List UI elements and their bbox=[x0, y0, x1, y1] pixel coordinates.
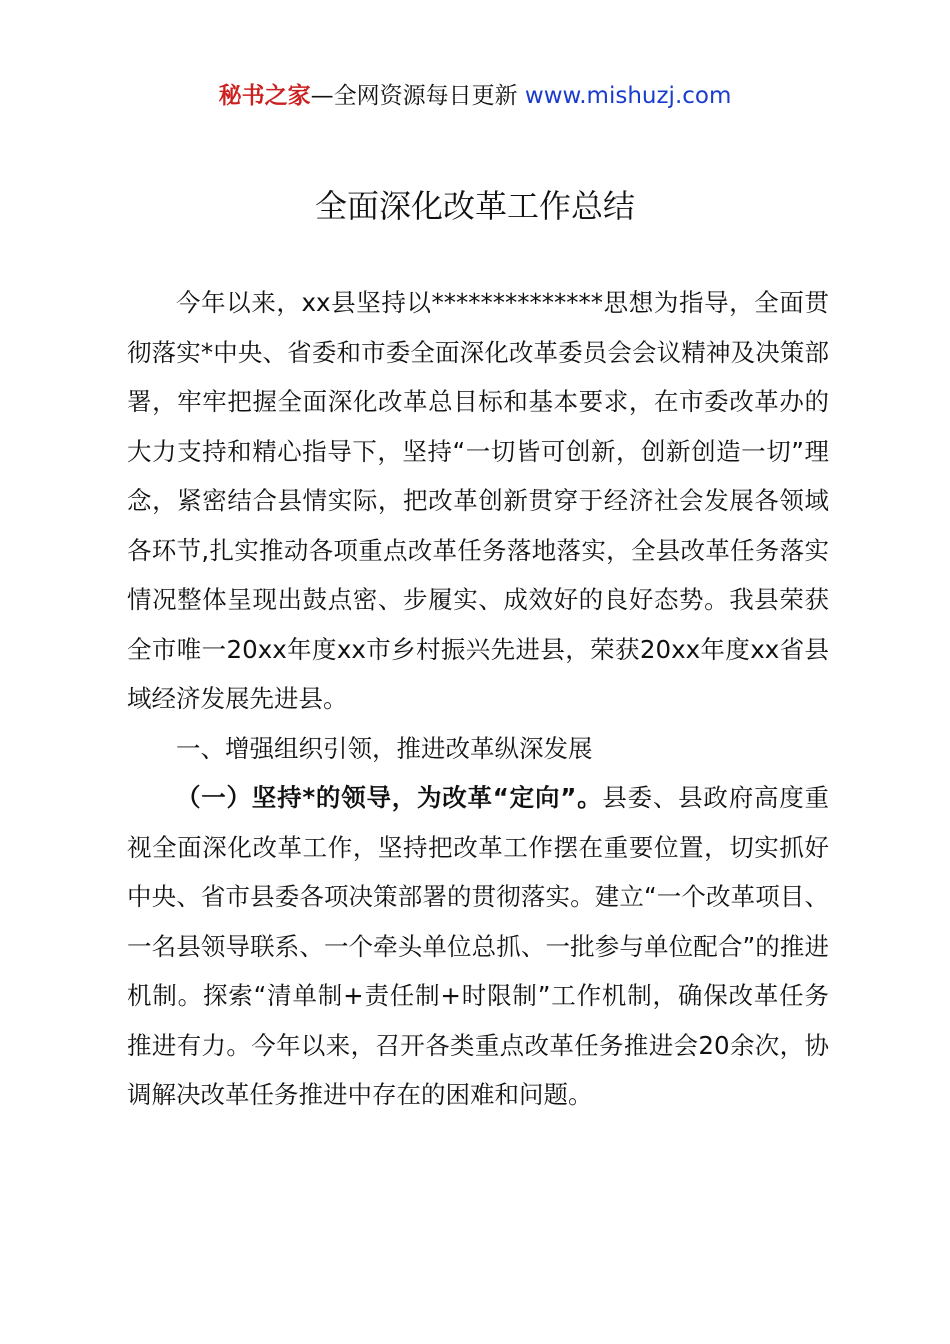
subsection-paragraph bbox=[127, 773, 829, 1120]
brand-name: 秘书之家 bbox=[218, 83, 311, 109]
site-url-link[interactable]: www.mishuzj.com bbox=[524, 83, 732, 109]
header-tagline: —全网资源每日更新 bbox=[310, 83, 518, 109]
document-title: 全面深化改革工作总结 bbox=[314, 187, 635, 225]
document-body bbox=[127, 278, 829, 1120]
subsection-body: 县委、县政府高度重视全面深化改革工作，坚持把改革工作摆在重要位置，切实抓好中央、省市县委各项决策部署的贯彻落实。建立“一个改革项目、一名县领导联系、一个牵头单位总抓、一批参与单位配合”的推进机制。探索“清单制+责任制+时限制”工作机制，确保改革任务推进有力。今年以来，召开各类重点改革任务推进会20余次，协调解决改革任务推进中存在的困难和问题。 bbox=[127, 783, 830, 1109]
site-header bbox=[0, 80, 950, 112]
intro-paragraph: 今年以来，xx县坚持以**************思想为指导，全面贯彻落实*中央、省委和市委全面深化改革委员会会议精神及决策部署，牢牢把握全面深化改革总目标和基本要求，在市委改革办的大力支持和精心指导下，坚持“一切皆可创新，创新创造一切”理念，紧密结合县情实际，把改革创新贯穿于经济社会发展各领域各环节,扎实推动各项重点改革任务落地落实，全县改革任务落实情况整体呈现出鼓点密、步履实、成效好的良好态势。我县荣获全市唯一20xx年度xx市乡村振兴先进县，荣获20xx年度xx省县域经济发展先进县。 bbox=[127, 288, 829, 713]
subsection-lead: （一）坚持*的领导，为改革“定向”。 bbox=[176, 783, 603, 812]
section-heading: 一、增强组织引领，推进改革纵深发展 bbox=[176, 733, 593, 763]
